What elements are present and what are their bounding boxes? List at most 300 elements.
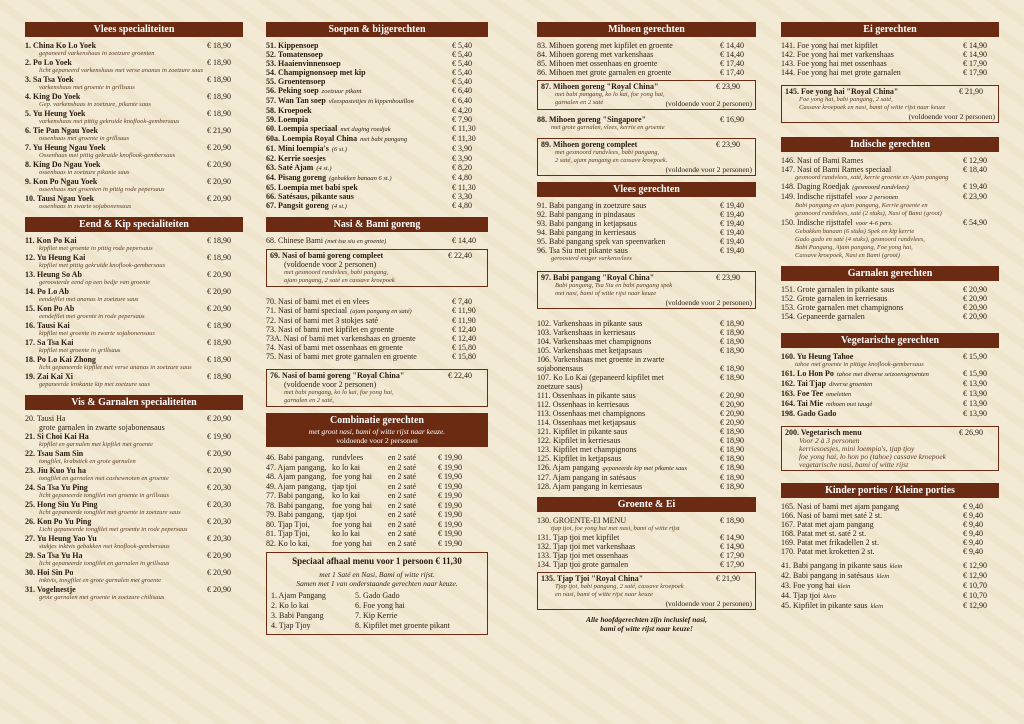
item-price: € 19,40	[963, 182, 987, 191]
menu-item	[537, 400, 756, 409]
menu-item	[781, 409, 999, 418]
item-price: € 18,90	[720, 445, 744, 454]
item-description: licht gepaneerde tongfilet met groente in zoetzure saus	[39, 509, 181, 516]
item-name: 64. Pisang goreng (gebakken banaan 6 st.)	[266, 173, 392, 182]
item-price	[720, 382, 756, 391]
item-price: € 20,90	[207, 466, 231, 475]
item-name: 67. Pangsit goreng (4 st.)	[266, 201, 347, 210]
menu-item	[781, 41, 999, 50]
menu-item	[25, 304, 243, 321]
item-price: € 20,30	[207, 517, 231, 526]
item-price: € 11,30	[452, 183, 476, 192]
item-description: varkenshaas met pittig gekruide knoflook-gembersaus	[39, 118, 180, 125]
item-name: 150. Indische rijsttafel voor 4-6 pers.	[781, 218, 893, 227]
menu-item	[537, 533, 756, 542]
item-description: Ossenhaas met pittig gekruide knoflook-gembersaus	[39, 152, 176, 159]
item-description: Gebakken banaan (6 stuks) Spek en kip kerrie	[795, 228, 915, 235]
item-price: € 20,90	[720, 400, 744, 409]
item-name: 132. Tjap tjoi met varkenshaas	[537, 542, 636, 551]
item-price: € 20,90	[207, 143, 231, 152]
item-price: € 18,90	[720, 364, 744, 373]
item-name: 95. Babi pangang spek van speenvarken	[537, 237, 666, 246]
menu-box-76: 76. Nasi of bami goreng "Royal China" € 22,40 (voldoende voor 2 personen) met babi pangang, ko lo kai, foe yong hai, garnalen en 2 saté,	[266, 369, 488, 407]
item-name: 152. Grote garnalen in kerriesaus	[781, 294, 888, 303]
combo-cell: en 2 saté	[388, 538, 416, 548]
item-price: € 18,90	[207, 58, 231, 67]
item-name: 122. Kipfilet in kerriesaus	[537, 436, 621, 445]
menu-item	[781, 379, 999, 389]
item-name: 54. Champignonsoep met kip	[266, 68, 366, 77]
item-name: 72. Nasi of bami met 3 stokjes saté	[266, 316, 378, 325]
item-name: 3. Sa Tsa Yoek	[25, 75, 74, 84]
item-price: € 20,90	[207, 449, 231, 458]
item-name: 103. Varkenshaas in kerriesaus	[537, 328, 636, 337]
menu-item	[25, 500, 243, 517]
menu-item	[537, 373, 756, 382]
menu-box-135: 135. Tjap Tjoi "Royal China" € 21,90 Tjap tjoi, babi pangang, 2 saté, cassave kroepoek en nasi, bami of witte rijst naar keuze (voldoende voor 2 personen)	[537, 572, 756, 610]
menu-item	[266, 144, 488, 154]
afhaal-option: 7. Kip Kerrie	[355, 611, 398, 620]
section-indische	[781, 137, 999, 260]
combo-cell: en 2 saté	[388, 500, 416, 510]
menu-item	[537, 237, 756, 246]
item-description: Cassave kroepoek, Nasi en Bami (groot)	[795, 252, 900, 259]
item-name: 134. Tjap tjoi grote garnalen	[537, 560, 629, 569]
item-description: kipfilet en garnalen met kipfilet met groente	[39, 441, 153, 448]
item-name: 169. Patat met frikadellen 2 st.	[781, 538, 879, 547]
item-description: Licht gepaneerde tongfilet met groente in rode pepersaus	[39, 526, 188, 533]
combo-cell: en 2 saté	[388, 529, 416, 538]
menu-item	[25, 109, 243, 126]
item-name: 18. Po Lo Kai Zhong	[25, 355, 96, 364]
item-name: 8. King Do Ngau Yoek	[25, 160, 101, 169]
afhaal-option: 5. Gado Gado	[355, 591, 400, 600]
item-price: € 19,40	[720, 246, 744, 255]
menu-item	[781, 601, 999, 611]
item-name: 4. King Do Yoek	[25, 92, 81, 101]
combo-cell: foe yong hai	[332, 500, 372, 510]
item-name: 106. Varkenshaas met groente in zwarte	[537, 355, 665, 364]
section-eend-kip	[25, 217, 243, 389]
item-name: 141. Foe yong hai met kipfilet	[781, 41, 878, 50]
item-name: 96. Tsa Siu met pikante saus	[537, 246, 628, 255]
item-price: € 20,90	[963, 294, 987, 303]
item-price: € 18,40	[963, 165, 987, 174]
combo-cell: 77. Babi pangang,	[266, 491, 325, 500]
item-description: Gado gado en saté (4 stuks), gesmoord rundvlees,	[795, 236, 925, 243]
combo-cell: € 19,90	[438, 491, 462, 500]
section-vlees-gerechten	[537, 182, 756, 491]
item-price: € 5,40	[452, 68, 472, 77]
menu-item	[266, 297, 488, 306]
menu-item	[25, 585, 243, 602]
menu-item	[25, 432, 243, 449]
item-price: € 17,90	[720, 560, 744, 569]
item-name: 31. Vogelnestje	[25, 585, 76, 594]
item-name: 41. Babi pangang in pikante saus klein	[781, 561, 903, 570]
item-name: 60. Loempia speciaal met daging roedjak	[266, 124, 391, 133]
item-name: 91. Babi pangang in zoetzure saus	[537, 201, 647, 210]
item-price: € 18,90	[207, 372, 231, 381]
item-name: 113. Ossenhaas met champignons	[537, 409, 646, 418]
item-description: geroosterd mager varkensvlees	[551, 255, 632, 262]
menu-item	[266, 124, 488, 134]
menu-item	[25, 270, 243, 287]
section-title: Nasi & Bami goreng	[266, 217, 488, 232]
item-price: € 17,40	[720, 59, 744, 68]
item-price: € 20,90	[720, 391, 744, 400]
item-name: 151. Grote garnalen in pikante saus	[781, 285, 895, 294]
item-name: 12. Yu Heung Kai	[25, 253, 86, 262]
item-price: € 18,90	[207, 338, 231, 347]
section-mihoen: Mihoen gerechten 83. Mihoen goreng met kipfilet en groente € 14,40 84. Mihoen goreng met varkenshaas € 14,40 85. Mihoen met ossenhaas en groente € 17,40 86. Mihoen met grote garnalen en groente € 17,40 87. Mihoen goreng "Royal China" € 23,90 met babi pangang, ko lo kai, foe yong hai, garnalen en 2 saté (voldoende voor 2 personen) 88. Mihoen goreng "Singapore" € 16,90 met grote garnalen, vlees, kerrie en groente 89. Mihoen goreng compleet € 23,90 met gesmoord rundvlees, babi pangang, 2 saté, ajam pangang en cassave kroepoek. (voldoende voor 2 personen)	[537, 22, 756, 176]
item-name: 7. Yu Heung Ngau Yoek	[25, 143, 106, 152]
item-name: 60a. Loempia Royal China met babi pangang	[266, 134, 408, 143]
item-price: € 3,90	[452, 144, 472, 153]
item-price: € 20,30	[207, 500, 231, 509]
item-name: 92. Babi pangang in pindasaus	[537, 210, 635, 219]
menu-item	[25, 236, 243, 253]
section-combinatie	[266, 413, 488, 635]
combo-cell: tjap tjoi	[332, 510, 357, 519]
item-price: € 14,40	[720, 50, 744, 59]
menu-item	[781, 561, 999, 571]
item-price: € 13,90	[963, 409, 987, 418]
item-price: € 13,90	[963, 389, 987, 398]
item-name: 2. Po Lo Yoek	[25, 58, 72, 67]
menu-item	[537, 50, 756, 59]
item-description: gesmoord rundvlees, saté (2 stuks), Nasi of Bami (groot)	[795, 210, 942, 217]
menu-item	[537, 219, 756, 228]
menu-item	[537, 436, 756, 445]
item-price: € 18,90	[720, 328, 744, 337]
item-description: varkenshaas met groente in grillsaus	[39, 84, 135, 91]
item-price: € 6,40	[452, 96, 472, 105]
menu-item	[25, 58, 243, 75]
item-description: ossenhaas in zwarte sojabonensaus	[39, 203, 132, 210]
item-description: Gep. varkenshaas in zoetzure, pikante saus	[39, 101, 151, 108]
item-name: 166. Nasi of bami met saté 2 st.	[781, 511, 883, 520]
menu-item	[25, 551, 243, 568]
item-name: 62. Kerrie soesjes	[266, 154, 326, 163]
menu-item	[781, 389, 999, 399]
item-name: zoetzure saus)	[537, 382, 583, 391]
combo-cell: 80. Tjap Tjoi,	[266, 519, 310, 529]
combo-cell: 49. Ajam pangang,	[266, 481, 327, 491]
menu-item	[266, 201, 488, 211]
item-name: 83. Mihoen goreng met kipfilet en groente	[537, 41, 673, 50]
menu-item	[266, 41, 488, 50]
section-title: Soepen & bijgerechten	[266, 22, 488, 37]
menu-item	[25, 160, 243, 177]
item-name: 51. Kippensoep	[266, 41, 319, 50]
item-description: gepaneerd varkenshaas in zoetzure groenten	[39, 50, 155, 57]
section-title: Garnalen gerechten	[781, 266, 999, 281]
item-name: 143. Foe yong hai met ossenhaas	[781, 59, 887, 68]
item-price: € 18,90	[207, 41, 231, 50]
item-price: € 13,90	[963, 379, 987, 388]
menu-box-87: 87. Mihoen goreng "Royal China" € 23,90 met babi pangang, ko lo kai, foe yong hai, garnalen en 2 saté (voldoende voor 2 personen)	[537, 80, 756, 110]
item-price: € 18,90	[720, 427, 744, 436]
item-description: licht gepaneerd varkenshaas met verse ananas in zoetzure saus	[39, 67, 204, 74]
item-price: € 3,30	[452, 192, 472, 201]
item-price: € 19,40	[720, 219, 744, 228]
item-name: 131. Tjap tjoi met kipfilet	[537, 533, 620, 542]
item-price: € 4,20	[452, 106, 472, 115]
item-price: € 5,40	[452, 59, 472, 68]
section-kinder	[781, 483, 999, 611]
menu-item	[537, 201, 756, 210]
menu-item	[781, 369, 999, 379]
item-price: € 18,90	[207, 355, 231, 364]
item-price: € 54,90	[963, 218, 987, 227]
item-price: € 9,40	[963, 547, 983, 556]
item-price: € 20,90	[720, 418, 744, 427]
item-description: licht gepaneerde tongfilet en garnalen in grillsaus	[39, 560, 170, 567]
combo-cell: € 19,90	[438, 462, 462, 472]
menu-item	[266, 115, 488, 124]
item-price: € 19,40	[720, 210, 744, 219]
item-name: 163. Foe Tee omeletten	[781, 389, 852, 398]
item-name: 71. Nasi of bami speciaal (ajam pangang en saté)	[266, 306, 412, 315]
menu-item	[537, 59, 756, 68]
item-name: 27. Yu Heung Yao Yu	[25, 534, 97, 543]
menu-item	[537, 482, 756, 491]
item-price: € 15,90	[963, 352, 987, 361]
menu-item	[25, 449, 243, 466]
item-price: € 18,90	[207, 75, 231, 84]
item-price: € 20,30	[207, 534, 231, 543]
item-name: 63. Saté Ajam (4 st.)	[266, 163, 332, 172]
item-price: € 20,90	[207, 194, 231, 203]
item-price: € 18,90	[207, 92, 231, 101]
menu-item	[781, 156, 999, 165]
item-description: grote garnalen met groente in zoetzure chilisaus	[39, 594, 165, 601]
item-price: € 18,90	[720, 463, 744, 472]
item-price: € 19,40	[720, 228, 744, 237]
combo-cell: en 2 saté	[388, 491, 416, 500]
item-name: 198. Gado Gado	[781, 409, 837, 418]
menu-item	[781, 285, 999, 294]
item-price: € 20,90	[963, 303, 987, 312]
menu-item	[537, 346, 756, 355]
combo-cell: 48. Ajam pangang,	[266, 472, 327, 481]
afhaal-option: 8. Kipfilet met groente pikant	[355, 621, 450, 630]
item-description: tongfilet en garnalen met cashewnoten en groente	[39, 475, 169, 482]
combo-cell: rundvlees	[332, 453, 364, 462]
menu-item	[781, 547, 999, 556]
afhaal-option: 6. Foe yong hai	[355, 601, 405, 610]
afhaal-option: 4. Tjap Tjoy	[271, 621, 311, 630]
menu-item	[537, 454, 756, 463]
item-price: € 20,30	[207, 483, 231, 492]
menu-item	[537, 409, 756, 418]
menu-item	[25, 372, 243, 389]
item-name: 162. Tai Tjap diverse groenten	[781, 379, 873, 388]
menu-item	[537, 463, 756, 473]
combo-cell: € 19,90	[438, 538, 462, 548]
afhaal-option: 3. Babi Pangang	[271, 611, 324, 620]
item-price: € 20,90	[720, 409, 744, 418]
item-name: 111. Ossenhaas in pikante saus	[537, 391, 636, 400]
menu-item	[537, 210, 756, 219]
item-price: € 5,40	[452, 77, 472, 86]
column-1	[25, 22, 243, 608]
item-price: € 12,90	[963, 156, 987, 165]
item-description: kipfilet met groente in pittig rode pepersaus	[39, 245, 153, 252]
item-name: 13. Heung So Ab	[25, 270, 82, 279]
menu-item	[266, 134, 488, 144]
item-name: 59. Loempia	[266, 115, 309, 124]
item-price: € 21,90	[207, 126, 231, 135]
item-description: Babi pangang en ajam pangang, Kerrie groente en	[795, 202, 928, 209]
item-price: € 12,40	[452, 325, 476, 334]
menu-item	[266, 192, 488, 201]
item-name: 84. Mihoen goreng met varkenshaas	[537, 50, 654, 59]
item-price: € 12,90	[963, 561, 987, 570]
item-description: kipfilet met groente in grillsaus	[39, 347, 121, 354]
item-price: € 20,90	[207, 304, 231, 313]
item-price: € 7,40	[452, 297, 472, 306]
item-name: sojabonensaus	[537, 364, 584, 373]
section-ei-gerechten	[781, 22, 999, 123]
item-description: eendefilet met ananas in zoetzure saus	[39, 296, 139, 303]
item-name: 161. Lo Hon Po tahoe met diverse seizoensgroenten	[781, 369, 929, 378]
combo-cell: ko lo kai	[332, 462, 360, 472]
section-vis-garnalen	[25, 395, 243, 602]
section-title: Kinder porties / Kleine porties	[781, 483, 999, 498]
menu-item	[781, 165, 999, 182]
item-name: 1. China Ko Lo Yoek	[25, 41, 97, 50]
item-name: 45. Kipfilet in pikante saus klein	[781, 601, 884, 610]
item-price: € 18,90	[720, 337, 744, 346]
item-name: 14. Po Lo Ab	[25, 287, 70, 296]
item-name: 42. Babi pangang in satésaus klein	[781, 571, 890, 580]
item-name: 104. Varkenshaas met champignons	[537, 337, 652, 346]
item-name: 147. Nasi of Bami Rames speciaal	[781, 165, 892, 174]
item-name: 17. Sa Tsa Kai	[25, 338, 74, 347]
item-name: 94. Babi pangang in kerriesaus	[537, 228, 636, 237]
item-price: € 12,90	[963, 571, 987, 580]
item-name: 70. Nasi of bami met ei en vlees	[266, 297, 370, 306]
item-name: 55. Groentensoep	[266, 77, 326, 86]
menu-item	[537, 319, 756, 328]
item-price: € 20,90	[963, 285, 987, 294]
item-description: licht gepaneerde tongfilet met groente in grillsaus	[39, 492, 169, 499]
item-price: € 18,90	[207, 321, 231, 330]
item-name: 165. Nasi of bami met ajam pangang	[781, 502, 899, 511]
menu-item	[537, 328, 756, 337]
section-title: Vlees gerechten	[537, 182, 756, 197]
section-nasi-bami	[266, 217, 488, 407]
item-name: 73A. Nasi of bami met varkenshaas en groente	[266, 334, 416, 343]
item-name: 74. Nasi of bami met ossenhaas en groente	[266, 343, 403, 352]
menu-item	[781, 511, 999, 520]
combo-cell: en 2 saté	[388, 519, 416, 529]
menu-box-145: 145. Foe yong hai "Royal China" € 21,90 Foe yong hai, babi pangang, 2 saté, Cassave kroepoek en nasi, bami of witte rijst naar keuze (voldoende voor 2 personen)	[781, 85, 999, 123]
item-price: € 18,90	[720, 473, 744, 482]
menu-item	[781, 303, 999, 312]
combo-cell: tjap tjoi	[332, 481, 357, 491]
item-description: inktvis, tongfilet en grote garnalen met groente	[39, 577, 162, 584]
menu-item	[25, 414, 243, 432]
item-description: tahoe met groente in pittige knoflook-gembersaus	[795, 361, 924, 368]
menu-item	[25, 41, 243, 58]
item-name: 167. Patat met ajam pangang	[781, 520, 874, 529]
item-price: € 14,40	[720, 41, 744, 50]
menu-item	[25, 126, 243, 143]
item-name: 125. Kipfilet in ketjapsaus	[537, 454, 622, 463]
section-groente-ei: Groente & Ei 130. GROENTE-EI MENU € 18,90 tjap tjoi, foe yong hai met nasi, bami of witte rijst 131. Tjap tjoi met kipfilet € 14,90 132. Tjap tjoi met varkenshaas € 14,90 133. Tjap tjoi met ossenhaas € 17,90 134. Tjap tjoi grote garnalen € 17,90 135. Tjap Tjoi "Royal China" € 21,90 Tjap tjoi, babi pangang, 2 saté, cassave kroepoek en nasi, bami of witte rijst naar keuze (voldoende voor 2 personen) Alle hoofdgerechten zijn inclusief nasi, bami of witte rijst naar keuze!	[537, 497, 756, 633]
item-name: 146. Nasi of Bami Rames	[781, 156, 864, 165]
menu-item	[25, 355, 243, 372]
section-title: Ei gerechten	[781, 22, 999, 37]
menu-item	[781, 182, 999, 192]
menu-item	[537, 41, 756, 50]
combo-cell: € 19,90	[438, 481, 462, 491]
item-name: 153. Grote garnalen met champignons	[781, 303, 904, 312]
afhaal-menu-box: Speciaal afhaal menu voor 1 persoon € 11,30 met 1 Saté en Nasi, Bami of witte rijst. Samen met 1 van onderstaande gerechten naar keuze. 1. Ajam Pangang 5. Gado Gado 2. Ko lo kai 6. Foe yong hai 3. Babi Pangang 7. Kip Kerrie 4. Tjap Tjoy 8. Kipfilet met groente pikant	[266, 552, 488, 635]
item-price: € 20,90	[963, 312, 987, 321]
item-price: € 15,80	[452, 352, 476, 361]
column-2	[266, 22, 488, 641]
menu-box-69: 69. Nasi of bami goreng compleet € 22,40 (voldoende voor 2 personen) met gesmoord rundvlees, babi pangang, ajam pangang, 2 saté en cassave kroepoek	[266, 249, 488, 287]
item-name: 114. Ossenhaas met ketjapsaus	[537, 418, 636, 427]
item-name: 142. Foe yong hai met varkenshaas	[781, 50, 894, 59]
menu-item	[266, 352, 488, 361]
item-name: 57. Wan Tan soep vleespasteitjes in kippenbouillon	[266, 96, 414, 105]
menu-item	[25, 466, 243, 483]
menu-item	[266, 68, 488, 77]
menu-item	[781, 591, 999, 601]
section-title: Combinatie gerechten met groot nasi, bami of witte rijst naar keuze. voldoende voor 2 personen	[266, 413, 488, 447]
menu-item	[25, 338, 243, 355]
menu-item	[25, 517, 243, 534]
item-description: stukjes inktvis gebakken met knoflook-gembersaus	[39, 543, 170, 550]
item-price: € 17,90	[720, 551, 744, 560]
item-price: € 18,90	[720, 373, 744, 382]
item-price: € 18,90	[720, 454, 744, 463]
menu-item	[781, 538, 999, 547]
item-price: € 20,90	[207, 551, 231, 560]
item-name: 15. Kon Po Ab	[25, 304, 75, 313]
section-title: Vis & Garnalen specialiteiten	[25, 395, 243, 410]
item-price: € 20,90	[207, 160, 231, 169]
menu-item	[266, 306, 488, 316]
item-description: tongfilet, krabstick en grote garnalen	[39, 458, 136, 465]
item-price: € 9,40	[963, 511, 983, 520]
menu-item	[537, 246, 756, 263]
menu-item	[781, 399, 999, 409]
item-name: 23. Jiu Kuo Yu ha	[25, 466, 86, 475]
item-name: 164. Tai Mie mihoen met taugé	[781, 399, 873, 408]
combo-cell: foe yong hai	[332, 519, 372, 529]
item-price: € 9,40	[963, 529, 983, 538]
section-title: Vlees specialiteiten	[25, 22, 243, 37]
menu-item	[266, 183, 488, 192]
item-name: 107. Ko Lo Kai (gepaneerd kipfilet met	[537, 373, 664, 382]
section-vlees-specialiteiten	[25, 22, 243, 211]
item-price: € 19,40	[720, 237, 744, 246]
item-name: 149. Indische rijsttafel voor 2 personen	[781, 192, 899, 201]
menu-item	[781, 581, 999, 591]
column-4	[781, 22, 999, 617]
item-name: 105. Varkenshaas met ketjapsaus	[537, 346, 643, 355]
item-description: gesmoord rundvlees, saté, kerrie groente en Ajam pangang	[795, 174, 949, 181]
item-name: 121. Kipfilet in pikante saus	[537, 427, 628, 436]
menu-item	[537, 337, 756, 346]
item-name: 20. Tausi Ha	[25, 414, 66, 423]
